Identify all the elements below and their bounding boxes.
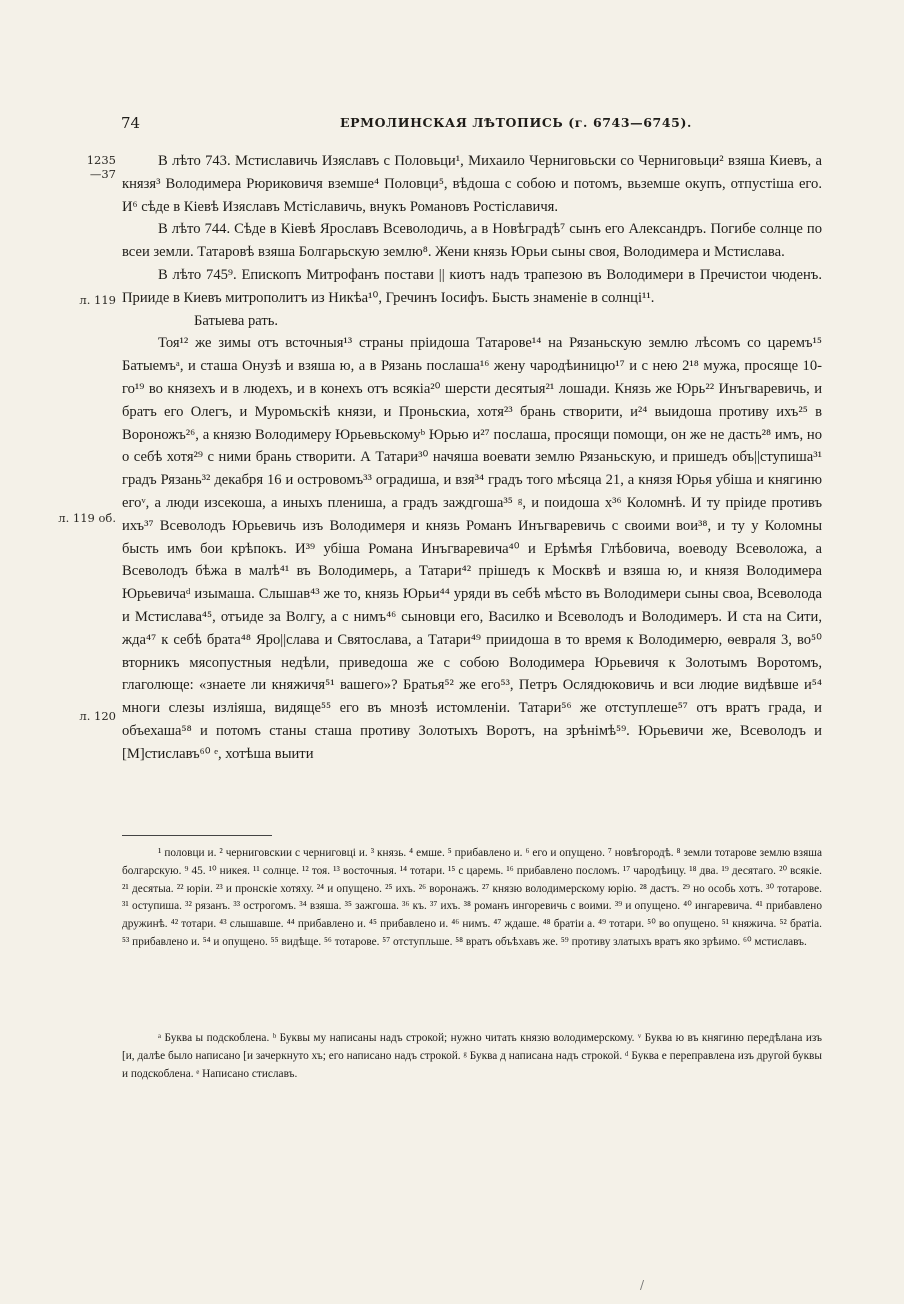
letter-footnotes xyxy=(122,1030,822,1083)
running-head xyxy=(0,114,904,136)
footnote-list: ¹ половци и. ² черниговскии с черниговці и. ³ князь. ⁴ емше. ⁵ прибавлено и. ⁶ его и опущено. ⁷ новѣгородѣ. ⁸ земли тотарове землю взяша болгарскую. ⁹ 45. ¹⁰ никея. ¹¹ солнце. ¹² тоя. ¹³ восточныя. ¹⁴ тотари. ¹⁵ с царемь. ¹⁶ прибавлено посломъ. ¹⁷ чародѣицу. ¹⁸ два. ¹⁹ десятаго. ²⁰ всякіе. ²¹ десятыа. ²² юріи. ²³ и пронскіе хотяху. ²⁴ и опущено. ²⁵ ихъ. ²⁶ воронажъ. ²⁷ князю володимерскому юрію. ²⁸ дастъ. ²⁹ но особь хотъ. ³⁰ тотарове. ³¹ оступиша. ³² рязанъ. ³³ острогомъ. ³⁴ взяша. ³⁵ зажгоша. ³⁶ къ. ³⁷ ихъ. ³⁸ романъ ингоревичь с воими. ³⁹ и опущено. ⁴⁰ ингаревича. ⁴¹ прибавлено дружинѣ. ⁴² тотари. ⁴³ слышавше. ⁴⁴ прибавлено и. ⁴⁵ прибавлено и. ⁴⁶ нимъ. ⁴⁷ ждаше. ⁴⁸ братiи а. ⁴⁹ тотари. ⁵⁰ во опущено. ⁵¹ княжича. ⁵² братіа. ⁵³ прибавлено и. ⁵⁴ и опущено. ⁵⁵ видѣще. ⁵⁶ тотарове. ⁵⁷ отступльше. ⁵⁸ вратъ объѣхавъ же. ⁵⁹ противу златыхъ вратъ яко зрѣимо. ⁶⁰ мстиславъ. xyxy=(122,847,822,948)
paragraph-year-744: В лѣто 744. Сѣде в Кіевѣ Ярославъ Всеволодичь, а в Новѣградѣ⁷ сынъ его Александръ. Погибе солнце по всеи земли. Татаровѣ взяша Болгарьскую землю⁸. Жени князь Юрьи сыны своя, Володимера и Мстислава. xyxy=(122,221,822,261)
running-title: ЕРМОЛИНСКАЯ ЛѢТОПИСЬ (г. 6743—6745). xyxy=(340,115,692,130)
margin-leaf-119-verso: л. 119 об. xyxy=(58,511,116,525)
paragraph-batu-invasion: Тоя¹² же зимы отъ всточныя¹³ страны прiидоша Татарове¹⁴ на Рязаньскую землю лѣсомъ со царемъ¹⁵ Батыемъᵃ, и сташа Онузѣ и взяша ю, а в Рязань послаша¹⁶ жену чародѣиницю¹⁷ и с нею 2¹⁸ мужа, просяще 10-го¹⁹ во князехъ и в людехъ, и в конехъ отъ всякіа²⁰ шерсти десятыя²¹ лошади. Князь же Юрь²² Инъгваревичь, и братъ его Олегъ, и Муромьскiѣ князи, и Проньскиа, хотя²³ брань створити, и²⁴ выидоша противу ихъ²⁵ в Вороножъ²⁶, а князю Володимеру Юрьевьскомуᵇ Юрью и²⁷ послаша, просящи помощи, он же не дасть²⁸ имъ, но о себѣ хотя²⁹ с ними брань створити. А Татари³⁰ начяша воевати землю Рязаньскую, и пришедъ объ||ступиша³¹ градъ Рязань³² декабря 16 и островомъ³³ оградиша, и взя³⁴ градъ того мѣсяца 21, а князя Юрья убiша и княгиню егоᵛ, а люди изсекоша, а иныхъ плениша, а градъ заждгоша³⁵ ᵍ, и поидоша х³⁶ Коломнѣ. И ту прiиде противъ ихъ³⁷ Всеволодъ Юрьевичь изъ Володимеря и князь Романъ Инъгваревичь с своими вои³⁸, и ту у Коломны бысть имъ бои крѣпокъ. И³⁹ убiша Романа Инъгваревича⁴⁰ и Ерѣмѣя Глѣбовича, воеводу Всеволожа, а Всеволодъ бѣжа в малѣ⁴¹ въ Володимерь, а Татари⁴² прiшедъ к Москвѣ и взяша ю, и князя Володимера Юрьевичаᵈ изымаша. Слышав⁴³ же то, князь Юрьи⁴⁴ уряди въ себѣ мѣсто въ Володимери сыны своа, Всеволода и Мстислава⁴⁵, отъиде за Волгу, а с нимъ⁴⁶ сыновци его, Василко и Всеволодъ и Володимеръ. И ста на Сити, жда⁴⁷ к себѣ брата⁴⁸ Яро||слава и Святослава, а Татари⁴⁹ приидоша в то время к Володимерю, ѳевраля 3, во⁵⁰ вторникъ мясопустныя недѣли, приведоша же с собою Володимера Юрьевичя к Золотымъ Воротомъ, глаголюще: «знаете ли княжичя⁵¹ вашего»? Братья⁵² же его⁵³, Петръ Ослядюковичь и вси людие видѣвше и⁵⁴ многи слезы изліяша, видяще⁵⁵ его въ мнозѣ истомленіи. Татари⁵⁶ же отступлеше⁵⁷ отъ вратъ града, и объехаша⁵⁸ и потомъ станы сташа противу Золотыхъ Воротъ, на зрѣнiмѣ⁵⁹. Юрьевичи же, Всеволодъ и [М]стиславъ⁶⁰ ᵉ, хотѣша выити xyxy=(122,335,822,762)
margin-year-range-top: 1235 xyxy=(86,153,116,167)
chronicle-text xyxy=(122,150,822,766)
page-number: 74 xyxy=(121,114,141,132)
stray-mark: / xyxy=(640,1278,645,1292)
footnote-divider xyxy=(122,835,272,836)
margin-leaf-120: л. 120 xyxy=(79,709,116,723)
variant-footnotes xyxy=(122,845,822,952)
margin-year-range-bottom: —37 xyxy=(89,167,116,181)
section-title: Батыева рать. xyxy=(194,312,279,329)
margin-leaf-119: л. 119 xyxy=(79,293,116,307)
letter-note-list: ᵃ Буква ы подскоблена. ᵇ Буквы му написаны надъ строкой; нужно читать князю володимерскому. ᵛ Буква ю въ княгиню передѣлана изъ [и, далѣе было написано [и зачеркнуто хъ; его написано надъ строкой. ᵍ Буква д написана надъ строкой. ᵈ Буква е переправлена изъ другой буквы и подскоблена. ᵉ Написано стиславъ. xyxy=(122,1032,822,1080)
paragraph-year-743: В лѣто 743. Мстиславичь Изяславъ с Половьци¹, Михаило Черниговьски со Черниговьци² взяша Киевъ, а князя³ Володимера Рюриковичя вземше⁴ Половци⁵, вѣдоша с собою и потомъ, вьземше окупъ, отпустіша его. И⁶ сѣде в Кіевѣ Изяславъ Мстіславичь, внукъ Романовъ Ростіславичя. xyxy=(122,153,822,215)
paragraph-year-745: В лѣто 745⁹. Епископъ Митрофанъ постави || киотъ надъ трапезою въ Володимери в Пречистои чюденъ. Прииде в Киевъ митрополитъ из Никѣа¹⁰, Гречинъ Іосифъ. Бысть знаменіе в солнці¹¹. xyxy=(122,266,822,306)
